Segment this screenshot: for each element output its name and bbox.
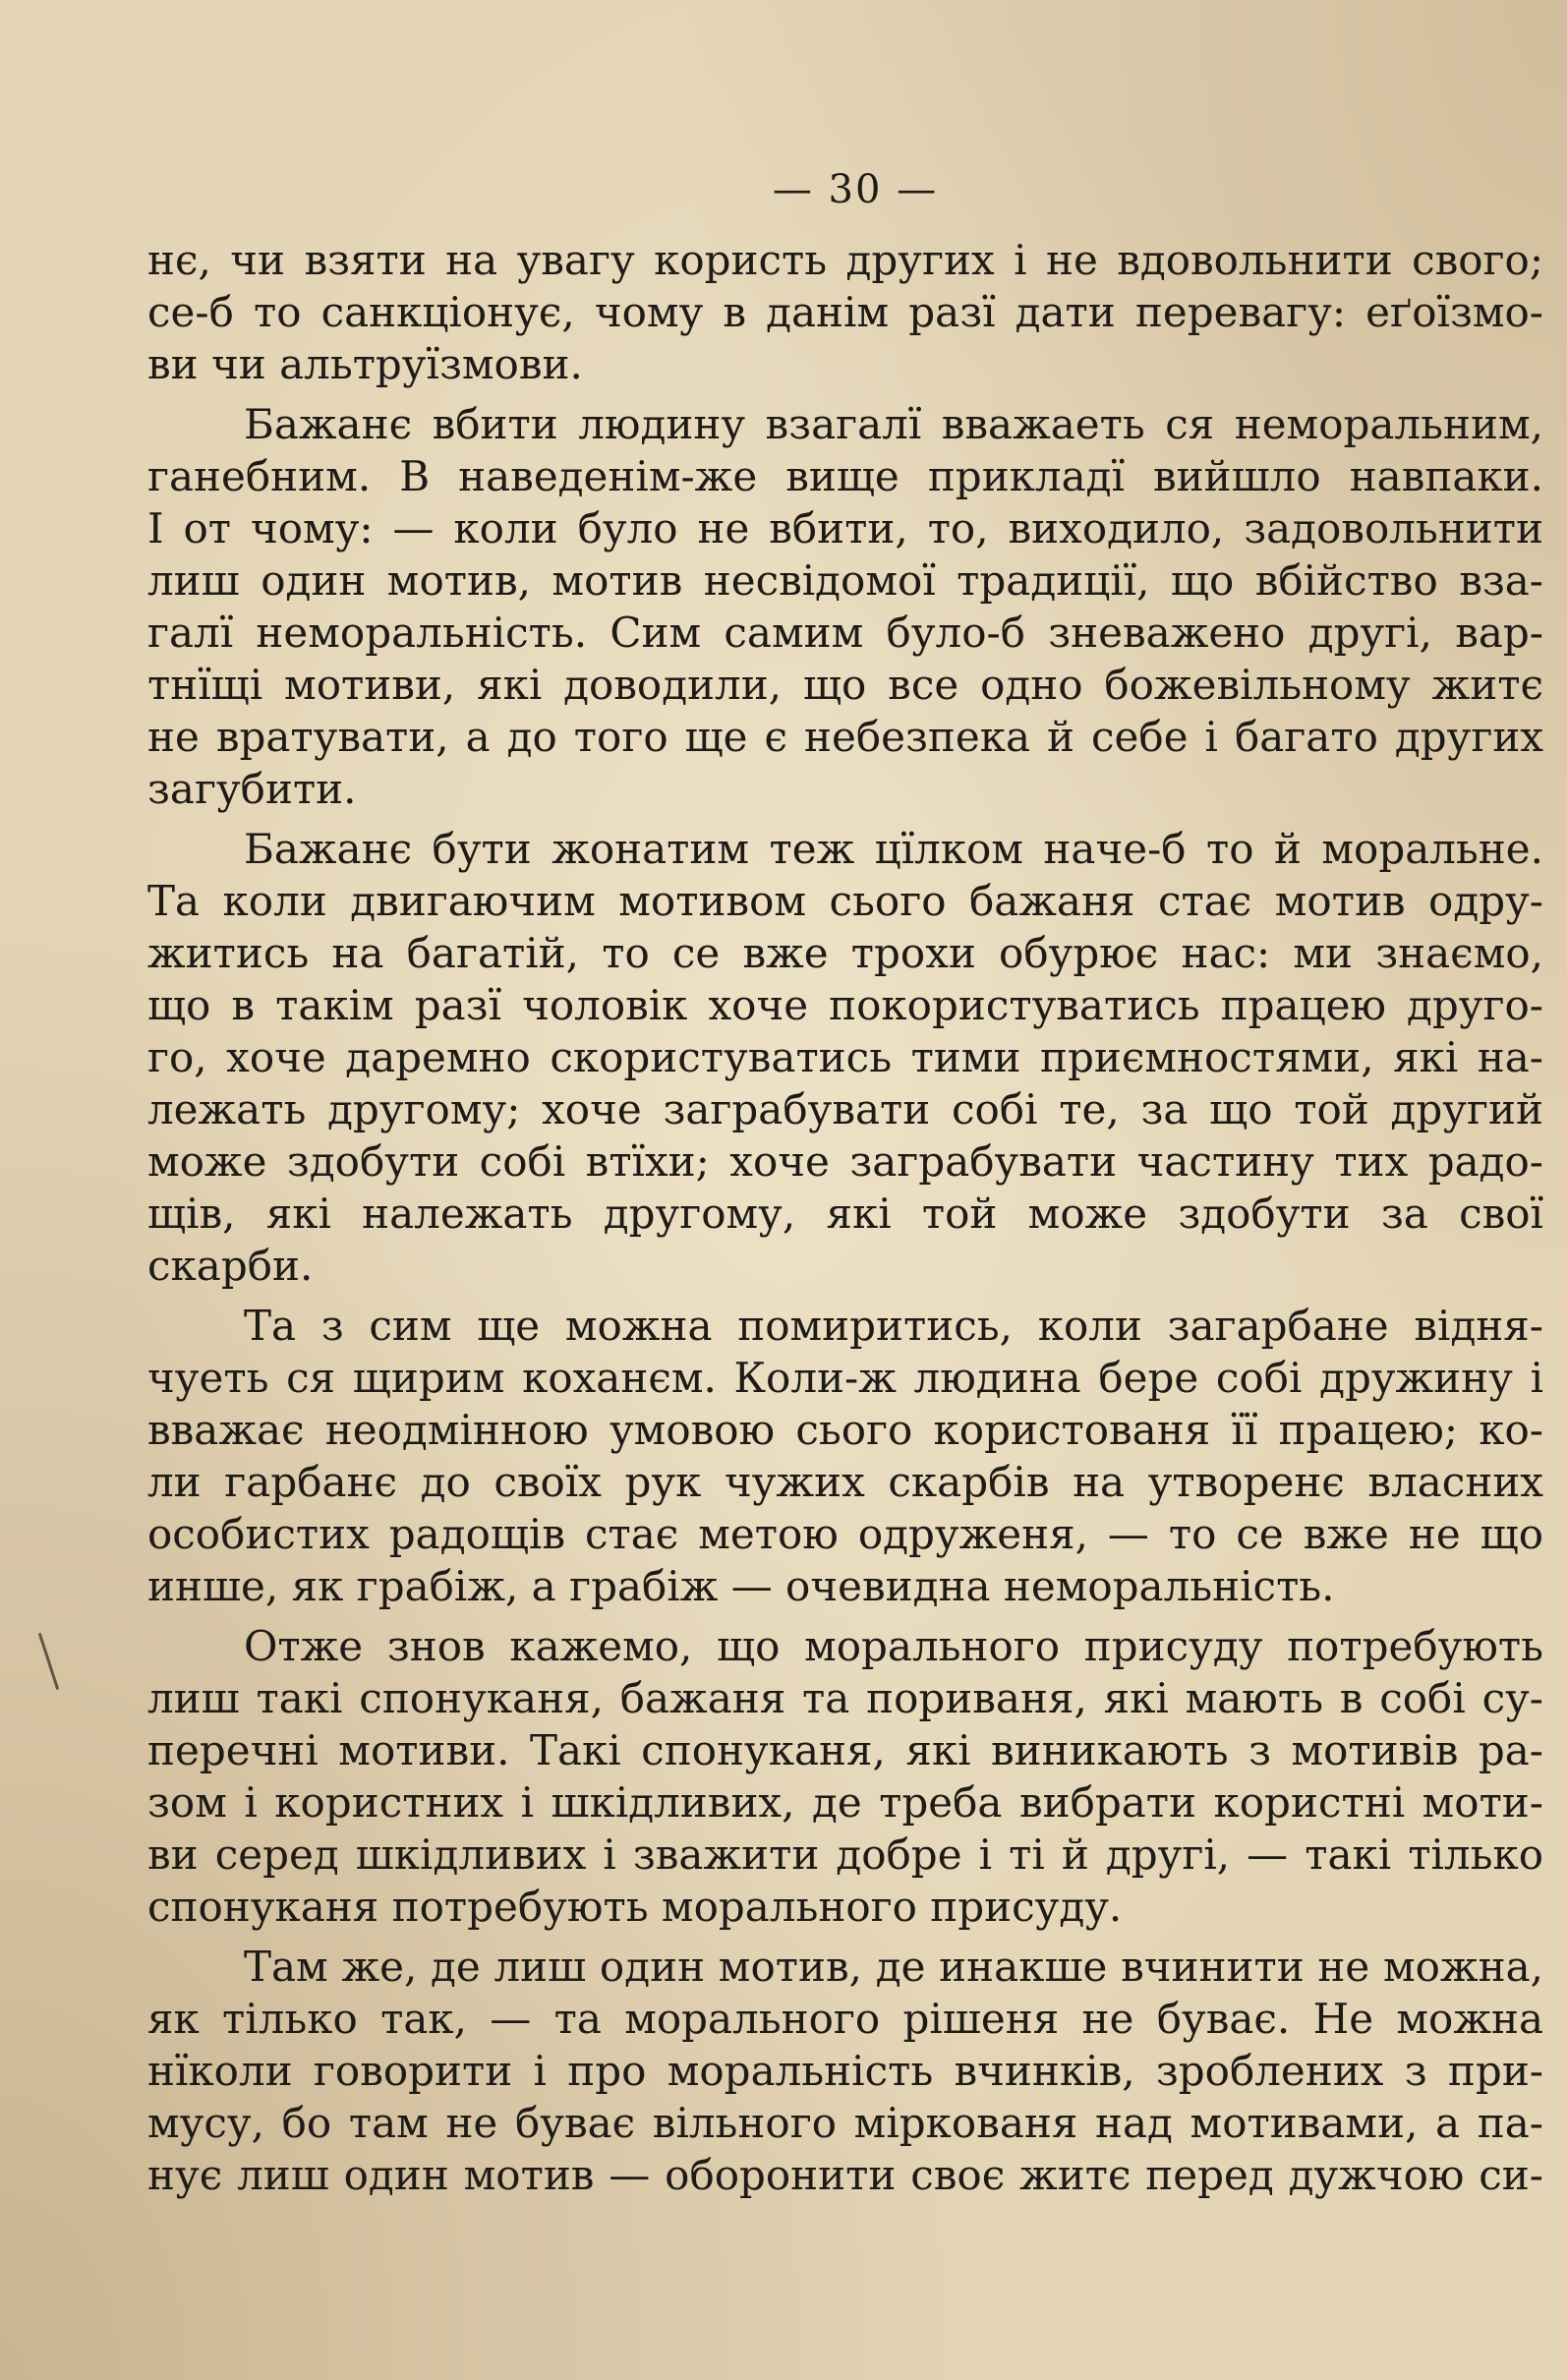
text-line: Та з сим ще можна помиритись, коли загарбане відня- xyxy=(244,1302,1543,1350)
text-line: ви чи альтруїзмови. xyxy=(147,340,583,388)
paragraph-2 xyxy=(147,398,1543,815)
text-line: Бажанє вбити людину взагалї вважаеть ся неморальним, xyxy=(244,400,1543,448)
margin-pencil-mark xyxy=(38,1633,59,1690)
text-line: що в такім разї чоловік хоче покористуватись працею друго- xyxy=(147,981,1543,1029)
text-line: загубити. xyxy=(147,765,357,813)
text-line: ганебним. В наведенім-же вище прикладї вийшло навпаки. xyxy=(147,452,1543,500)
text-line: перечні мотиви. Такі спонуканя, які виникають з мотивів ра- xyxy=(147,1726,1543,1774)
text-line: лежать другому; хоче заграбувати собі те, за що той другий xyxy=(147,1085,1543,1133)
text-line: Отже знов кажемо, що морального присуду потребують xyxy=(244,1622,1543,1670)
text-line: спонуканя потребують морального присуду. xyxy=(147,1883,1123,1931)
text-line: ли гарбанє до своїх рук чужих скарбів на утворенє власних xyxy=(147,1458,1543,1506)
text-line: галї неморальність. Сим самим було-б зневажено другі, вар- xyxy=(147,609,1543,657)
text-line: може здобути собі втїхи; хоче заграбувати частину тих радо- xyxy=(147,1137,1543,1186)
text-line: мусу, бо там не буває вільного міркованя над мотивами, а па- xyxy=(147,2099,1543,2147)
text-line: не вратувати, а до того ще є небезпека й себе і багато других xyxy=(147,713,1543,761)
text-line: се-б то санкціонує, чому в данім разї дати перевагу: еґоїзмо- xyxy=(147,288,1543,336)
paragraph-1 xyxy=(147,234,1543,390)
text-line: тнїщі мотиви, які доводили, що все одно божевільному житє xyxy=(147,661,1543,709)
paragraph-3 xyxy=(147,823,1543,1292)
text-line: нує лиш один мотив — оборонити своє житє перед дужчою си- xyxy=(147,2151,1543,2199)
text-line: Там же, де лиш один мотив, де инакше вчинити не можна, xyxy=(244,1943,1543,1991)
text-line: І от чому: — коли було не вбити, то, виходило, задовольнити xyxy=(147,504,1543,552)
text-line: инше, як грабіж, а грабіж — очевидна неморальність. xyxy=(147,1562,1335,1610)
page-number: — 30 — xyxy=(772,167,939,212)
paragraph-5 xyxy=(147,1620,1543,1933)
text-line: скарби. xyxy=(147,1242,314,1290)
text-line: нїколи говорити і про моральність вчинків, зроблених з при- xyxy=(147,2047,1543,2095)
text-line: лиш такі спонуканя, бажаня та пориваня, які мають в собі су- xyxy=(147,1674,1543,1722)
text-line: щів, які належать другому, які той може здобути за свої xyxy=(147,1190,1543,1238)
text-line: вважає неодмінною умовою сього користованя її працею; ко- xyxy=(147,1406,1543,1454)
body-text xyxy=(147,234,1543,2201)
text-line: житись на багатій, то се вже трохи обурює нас: ми знаємо, xyxy=(147,929,1543,977)
paragraph-4 xyxy=(147,1300,1543,1612)
text-line: особистих радощів стає метою одруженя, — то се вже не що xyxy=(147,1510,1543,1558)
text-line: лиш один мотив, мотив несвідомої традиції, що вбійство вза- xyxy=(147,556,1543,605)
text-line: зом і користних і шкідливих, де треба вибрати користні моти- xyxy=(147,1778,1543,1827)
text-line: Та коли двигаючим мотивом сього бажаня стає мотив одру- xyxy=(147,877,1543,925)
text-line: чуеть ся щирим коханєм. Коли-ж людина бере собі дружину і xyxy=(147,1354,1543,1402)
book-page xyxy=(147,167,1543,2350)
text-line: Бажанє бути жонатим теж цїлком наче-б то й моральне. xyxy=(244,825,1543,873)
text-line: як тілько так, — та морального рішеня не буває. Не можна xyxy=(147,1995,1543,2043)
text-line: ви серед шкідливих і зважити добре і ті й другі, — такі тілько xyxy=(147,1830,1543,1879)
text-line: нє, чи взяти на увагу користь других і не вдовольнити свого; xyxy=(147,236,1543,284)
text-line: го, хоче даремно скористуватись тими приємностями, які на- xyxy=(147,1033,1543,1081)
paragraph-6 xyxy=(147,1941,1543,2201)
